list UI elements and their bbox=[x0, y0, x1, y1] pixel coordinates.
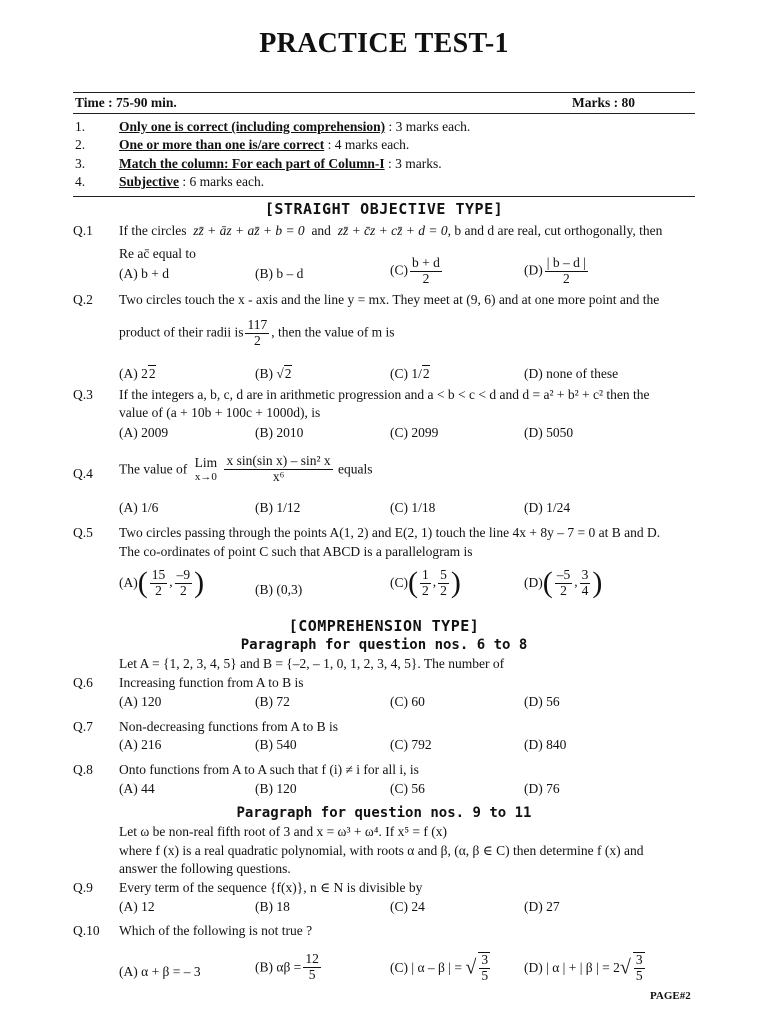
fraction-denominator: 2 bbox=[180, 582, 187, 598]
option-c[interactable]: (C) 1/18 bbox=[390, 500, 436, 515]
fraction-numerator: b + d bbox=[412, 255, 440, 270]
fraction-numerator: 117 bbox=[247, 317, 268, 332]
question-text: The co-ordinates of point C such that ABCD is a parallelogram is bbox=[119, 544, 473, 559]
option-c[interactable] bbox=[390, 256, 444, 287]
q1-equation-2: zz̄ + c̄z + cz̄ + d = 0 bbox=[337, 223, 448, 238]
question-number: Q.7 bbox=[73, 719, 93, 734]
option-a[interactable]: (A) b + d bbox=[119, 266, 169, 281]
paragraph-text: Let ω be non-real fifth root of 3 and x = ω³ + ω⁴. If x⁵ = f (x) bbox=[119, 824, 447, 839]
instruction-text: : 4 marks each. bbox=[324, 137, 410, 152]
option-a[interactable]: (A) 12 bbox=[119, 899, 155, 914]
instruction-heading: Match the column: For each part of Column-I bbox=[119, 156, 385, 171]
option-label: (D) bbox=[524, 262, 543, 278]
question-text: Onto functions from A to A such that f (i) ≠ i for all i, is bbox=[119, 762, 419, 777]
paragraph-text: where f (x) is a real quadratic polynomial, with roots α and β, (α, β ∈ C) then determine f (x) and bbox=[119, 843, 644, 858]
q4-text-end: equals bbox=[338, 461, 373, 477]
option-label: (C) | α – β | = bbox=[390, 959, 462, 975]
paragraph-text: Let A = {1, 2, 3, 4, 5} and B = {–2, – 1, 0, 1, 2, 3, 4, 5}. The number of bbox=[119, 656, 505, 671]
option-d[interactable]: (D) | α | + | β | = 2√ $\frac{3}{5}$ bbox=[524, 952, 643, 983]
instruction-item bbox=[119, 119, 470, 135]
section-heading: [STRAIGHT OBJECTIVE TYPE] bbox=[264, 200, 504, 218]
option-label: (C) bbox=[390, 575, 408, 590]
instruction-heading: Subjective bbox=[119, 174, 179, 189]
option-label: (D) bbox=[524, 575, 543, 590]
option-b[interactable]: (B) 120 bbox=[255, 781, 297, 796]
option-c[interactable]: (C) 56 bbox=[390, 781, 425, 796]
option-a[interactable]: (A) 2009 bbox=[119, 425, 169, 440]
instruction-heading: Only one is correct (including comprehension) bbox=[119, 119, 386, 134]
question-number: Q.1 bbox=[73, 223, 93, 238]
option-b[interactable]: (B) √2 bbox=[255, 366, 292, 381]
q1-text-end: , b and d are real, cut orthogonally, then bbox=[447, 223, 663, 238]
divider bbox=[73, 92, 695, 93]
q2-text: product of their radii is bbox=[119, 324, 244, 340]
option-d[interactable]: (D) 840 bbox=[524, 737, 567, 752]
sqrt-radicand: 2 bbox=[422, 366, 430, 381]
option-c[interactable]: (C) 2099 bbox=[390, 425, 439, 440]
option-c[interactable]: (C) 24 bbox=[390, 899, 425, 914]
fraction-denominator: x⁶ bbox=[272, 468, 285, 484]
q4-text: The value of bbox=[119, 461, 188, 477]
divider bbox=[73, 113, 695, 114]
question-text: If the integers a, b, c, d are in arithmetic progression and a < b < c < d and d = a² + b² + c² then the bbox=[119, 387, 650, 402]
option-b[interactable]: (B) 72 bbox=[255, 694, 290, 709]
question-number: Q.10 bbox=[73, 923, 100, 938]
q1-and: and bbox=[311, 223, 331, 238]
question-text: Which of the following is not true ? bbox=[119, 923, 313, 938]
fraction-denominator: 2 bbox=[440, 582, 447, 598]
option-b[interactable]: (B) b – d bbox=[255, 266, 304, 281]
option-label: (B) bbox=[255, 366, 273, 381]
question-number: Q.3 bbox=[73, 387, 93, 402]
question-number: Q.9 bbox=[73, 880, 93, 895]
fraction-numerator: 3 bbox=[481, 952, 489, 967]
instruction-number: 3. bbox=[75, 156, 86, 171]
option-label: (A) 2 bbox=[119, 366, 148, 381]
option-d[interactable]: (D) none of these bbox=[524, 366, 619, 381]
fraction-denominator: 2 bbox=[253, 332, 261, 348]
fraction-denominator: 2 bbox=[155, 582, 162, 598]
question-text bbox=[119, 223, 662, 239]
question-text: Non-decreasing functions from A to B is bbox=[119, 719, 338, 734]
question-text bbox=[119, 454, 373, 485]
fraction-numerator: 5 bbox=[440, 566, 447, 582]
instruction-number: 2. bbox=[75, 137, 86, 152]
option-b[interactable]: (B) 540 bbox=[255, 737, 297, 752]
instruction-number: 4. bbox=[75, 174, 86, 189]
option-b[interactable]: (B) 18 bbox=[255, 899, 290, 914]
divider bbox=[73, 196, 695, 197]
q2-text-end: , then the value of m is bbox=[271, 324, 395, 340]
option-a[interactable]: (A) 44 bbox=[119, 781, 155, 796]
fraction-numerator: –5 bbox=[556, 566, 571, 582]
option-label: (D) | α | + | β | = 2 bbox=[524, 959, 620, 975]
fraction-denominator: 2 bbox=[560, 582, 567, 598]
fraction-denominator: 2 bbox=[422, 582, 429, 598]
option-label: (C) bbox=[390, 262, 408, 278]
fraction-denominator: 2 bbox=[422, 270, 430, 286]
option-d[interactable]: (D) 27 bbox=[524, 899, 560, 914]
question-text: Re ac̄ equal to bbox=[119, 246, 196, 261]
question-text bbox=[119, 318, 395, 349]
fraction-denominator: 5 bbox=[635, 967, 643, 983]
option-d[interactable]: (D) 56 bbox=[524, 694, 560, 709]
marks-label: Marks : 80 bbox=[572, 95, 635, 110]
paragraph-text: answer the following questions. bbox=[119, 861, 291, 876]
instruction-item bbox=[119, 137, 409, 153]
option-label: (C) 1/ bbox=[390, 366, 422, 381]
limit-label: Lim bbox=[194, 454, 218, 470]
option-c[interactable]: (C) 60 bbox=[390, 694, 425, 709]
instruction-number: 1. bbox=[75, 119, 86, 134]
option-c[interactable]: (C) | α – β | = √ $\frac{3}{5}$ bbox=[390, 952, 489, 983]
option-b[interactable]: (B) 2010 bbox=[255, 425, 304, 440]
sqrt-radicand: 2 bbox=[148, 366, 156, 381]
fraction-numerator: 15 bbox=[151, 566, 166, 582]
fraction-denominator: 2 bbox=[562, 270, 570, 286]
option-a[interactable]: (A)( $\frac{15}{2}$ , $\frac{-9}{2}$ ) bbox=[119, 566, 205, 599]
option-d[interactable]: (D)( $\frac{-5}{2}$ , $\frac{3}{4}$ ) bbox=[524, 566, 603, 599]
page-number: PAGE#2 bbox=[650, 990, 691, 1002]
question-number: Q.4 bbox=[73, 466, 93, 481]
option-d[interactable]: (D) 1/24 bbox=[524, 500, 571, 515]
instruction-item bbox=[119, 156, 442, 172]
fraction-numerator: 12 bbox=[305, 951, 319, 966]
fraction-numerator: 3 bbox=[581, 566, 589, 582]
option-a[interactable] bbox=[119, 366, 156, 382]
paragraph-heading: Paragraph for question nos. 6 to 8 bbox=[240, 637, 528, 653]
question-number: Q.6 bbox=[73, 675, 93, 690]
question-number: Q.2 bbox=[73, 292, 93, 307]
fraction-numerator: –9 bbox=[176, 566, 191, 582]
question-text: Two circles touch the x - axis and the line y = mx. They meet at (9, 6) and at one more point and the bbox=[119, 292, 660, 307]
question-text: Every term of the sequence {f(x)}, n ∈ N is divisible by bbox=[119, 880, 423, 895]
option-label: (A) bbox=[119, 575, 138, 590]
fraction-denominator: 5 bbox=[308, 966, 316, 982]
option-a[interactable]: (A) α + β = – 3 bbox=[119, 964, 201, 979]
sqrt-radicand: 2 bbox=[284, 366, 292, 381]
question-number: Q.8 bbox=[73, 762, 93, 777]
option-b[interactable]: (B) (0,3) bbox=[255, 582, 303, 597]
option-c[interactable]: (C)( $\frac{1}{2}$ , $\frac{5}{2}$ ) bbox=[390, 566, 461, 599]
option-c[interactable] bbox=[390, 366, 430, 382]
option-a[interactable]: (A) 1/6 bbox=[119, 500, 159, 515]
instruction-text: : 6 marks each. bbox=[179, 174, 265, 189]
option-d[interactable]: (D) 5050 bbox=[524, 425, 574, 440]
q1-equation-1: zz̄ + āz + az̄ + b = 0 bbox=[193, 223, 305, 238]
time-label: Time : 75-90 min. bbox=[75, 95, 177, 110]
page-title: PRACTICE TEST-1 bbox=[259, 28, 509, 59]
fraction-numerator: 3 bbox=[635, 952, 643, 967]
fraction-numerator: 1 bbox=[422, 566, 429, 582]
section-heading: [COMPREHENSION TYPE] bbox=[288, 617, 480, 635]
question-text: value of (a + 10b + 100c + 1000d), is bbox=[119, 405, 321, 420]
option-b[interactable] bbox=[255, 952, 323, 983]
paragraph-heading: Paragraph for question nos. 9 to 11 bbox=[236, 805, 532, 821]
q1-text: If the circles bbox=[119, 223, 187, 238]
instruction-text: : 3 marks. bbox=[384, 156, 442, 171]
option-d[interactable] bbox=[524, 256, 590, 287]
option-c[interactable]: (C) 792 bbox=[390, 737, 432, 752]
option-label: (B) αβ = bbox=[255, 959, 302, 975]
question-number: Q.5 bbox=[73, 525, 93, 540]
instruction-item bbox=[119, 174, 264, 190]
fraction-numerator: | b – d | bbox=[546, 255, 586, 270]
option-a[interactable]: (A) 120 bbox=[119, 694, 162, 709]
option-d[interactable]: (D) 76 bbox=[524, 781, 560, 796]
option-a[interactable]: (A) 216 bbox=[119, 737, 162, 752]
fraction-numerator: x sin(sin x) – sin² x bbox=[226, 453, 331, 468]
question-text: Two circles passing through the points A(1, 2) and E(2, 1) touch the line 4x + 8y – 7 = 0 at B and D. bbox=[119, 525, 661, 540]
instruction-heading: One or more than one is/are correct bbox=[119, 137, 325, 152]
option-b[interactable]: (B) 1/12 bbox=[255, 500, 301, 515]
fraction-denominator: 5 bbox=[481, 967, 489, 983]
question-text: Increasing function from A to B is bbox=[119, 675, 304, 690]
fraction-denominator: 4 bbox=[581, 582, 589, 598]
instruction-text: : 3 marks each. bbox=[385, 119, 471, 134]
limit-subscript: x→0 bbox=[194, 470, 217, 483]
